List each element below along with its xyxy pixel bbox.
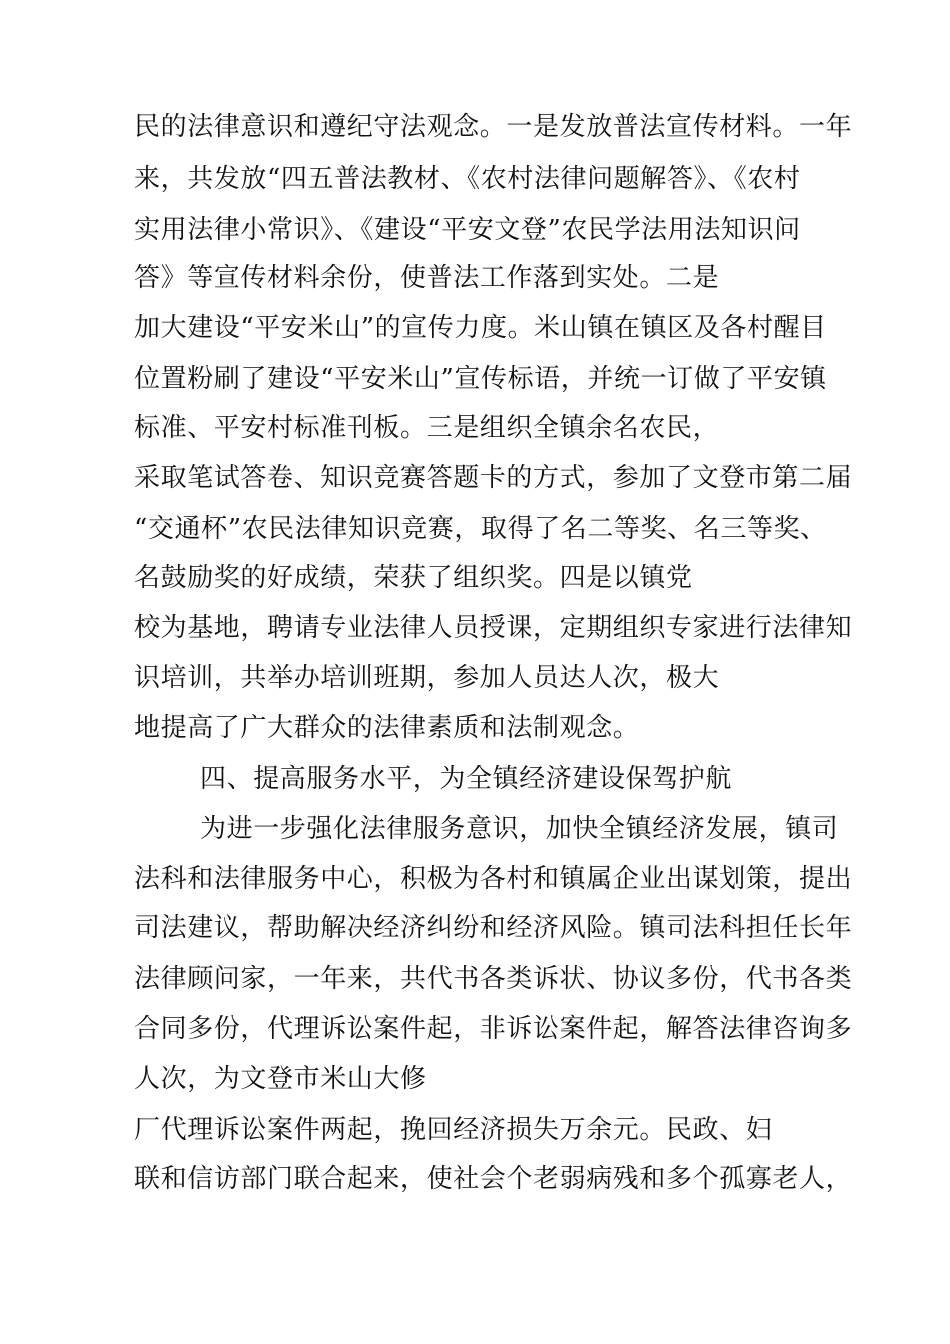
text-line-17: 司法建议，帮助解决经济纠纷和经济风险。镇司法科担任长年: [134, 913, 853, 943]
text-line-7: 标准、平安村标准刊板。三是组织全镇余名农民，: [134, 413, 720, 443]
text-line-21: 厂代理诉讼案件两起，挽回经济损失万余元。民政、妇: [134, 1115, 773, 1145]
text-line-15: 为进一步强化法律服务意识，加快全镇经济发展，镇司: [200, 814, 839, 844]
text-line-5: 加大建设“平安米山”的宣传力度。米山镇在镇区及各村醒目: [134, 313, 827, 343]
text-line-4: 答》等宣传材料余份，使普法工作落到实处。二是: [134, 263, 720, 293]
text-line-1: 民的法律意识和遵纪守法观念。一是发放普法宣传材料。一年: [134, 112, 853, 142]
text-line-6: 位置粉刷了建设“平安米山”宣传标语，并统一订做了平安镇: [134, 364, 827, 394]
text-line-2: 来，共发放“四五普法教材、《农村法律问题解答》、《农村: [134, 164, 801, 194]
text-line-13: 地提高了广大群众的法律素质和法制观念。: [134, 713, 640, 743]
text-line-8: 采取笔试答卷、知识竞赛答题卡的方式，参加了文登市第二届: [134, 463, 853, 493]
section-heading: 四、提高服务水平，为全镇经济建设保驾护航: [200, 764, 733, 794]
text-line-19: 合同多份，代理诉讼案件起，非诉讼案件起，解答法律咨询多: [134, 1014, 853, 1044]
text-line-3: 实用法律小常识》、《建设“平安文登”农民学法用法知识问: [134, 215, 801, 245]
text-line-11: 校为基地，聘请专业法律人员授课，定期组织专家进行法律知: [134, 613, 853, 643]
text-line-9: “交通杯”农民法律知识竞赛，取得了名二等奖、名三等奖、: [134, 514, 827, 544]
text-line-22: 联和信访部门联合起来，使社会个老弱病残和多个孤寡老人，: [134, 1164, 853, 1194]
text-line-18: 法律顾问家，一年来，共代书各类诉状、协议多份，代书各类: [134, 964, 853, 994]
text-line-10: 名鼓励奖的好成绩，荣获了组织奖。四是以镇党: [134, 563, 693, 593]
text-line-20: 人次，为文登市米山大修: [134, 1064, 427, 1094]
text-line-16: 法科和法律服务中心，积极为各村和镇属企业出谋划策，提出: [134, 864, 853, 894]
text-line-12: 识培训，共举办培训班期，参加人员达人次，极大: [134, 663, 720, 693]
